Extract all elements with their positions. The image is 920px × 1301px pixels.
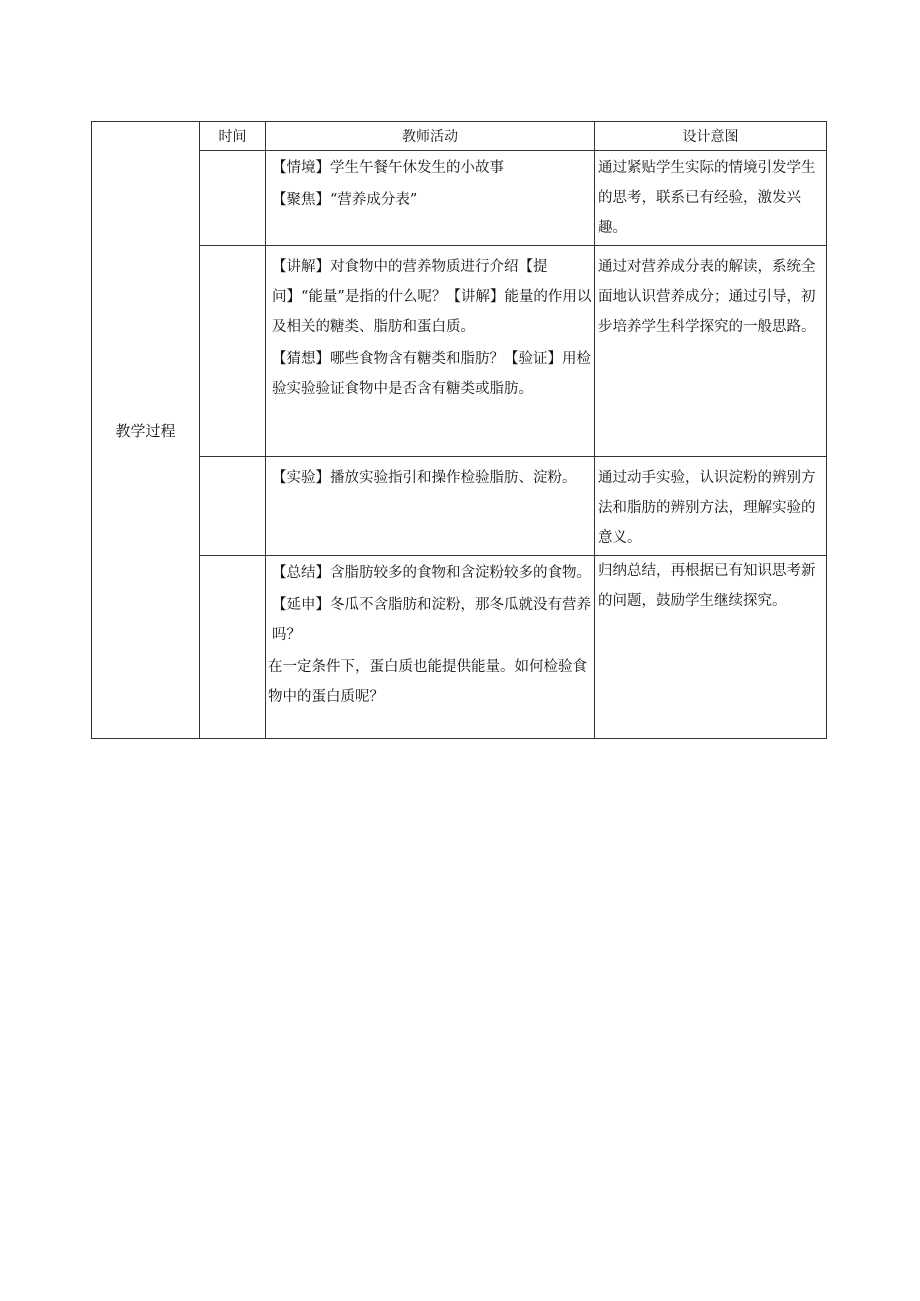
time-cell — [200, 556, 266, 739]
intent-cell — [595, 246, 827, 457]
table-row — [92, 457, 827, 556]
intent-text: 通过动手实验，认识淀粉的辨别方法和脂肪的辨别方法，理解实验的意义。 — [598, 470, 816, 546]
table-row — [92, 246, 827, 457]
time-cell — [200, 457, 266, 556]
activity-cell — [266, 151, 595, 246]
time-cell — [200, 246, 266, 457]
header-activity: 教师活动 — [266, 122, 595, 151]
activity-text: 【猜想】哪些食物含有糖类和脂肪？【验证】用检验实验验证食物中是否含有糖类或脂肪。 — [272, 351, 591, 397]
header-intent: 设计意图 — [595, 122, 827, 151]
intent-text: 通过对营养成分表的解读，系统全面地认识营养成分；通过引导，初步培养学生科学探究的一般思路。 — [598, 259, 816, 335]
activity-cell — [266, 246, 595, 457]
activity-text: 在一定条件下，蛋白质也能提供能量。如何检验食物中的蛋白质呢？ — [268, 659, 587, 705]
intent-cell — [595, 457, 827, 556]
section-label-cell — [92, 122, 200, 739]
activity-cell — [266, 556, 595, 739]
intent-cell — [595, 556, 827, 739]
header-time: 时间 — [200, 122, 266, 151]
time-cell — [200, 151, 266, 246]
activity-text: 【实验】播放实验指引和操作检验脂肪、淀粉。 — [272, 470, 577, 486]
intent-text: 通过紧贴学生实际的情境引发学生的思考，联系已有经验，激发兴趣。 — [598, 160, 816, 236]
activity-text: 【总结】含脂肪较多的食物和含淀粉较多的食物。 — [272, 565, 591, 581]
activity-cell — [266, 457, 595, 556]
table-row — [92, 556, 827, 739]
lesson-plan-table — [91, 121, 827, 739]
table-row — [92, 151, 827, 246]
activity-text: 【聚焦】“营养成分表” — [272, 192, 418, 208]
table-header-row — [92, 122, 827, 151]
activity-text: 【延申】冬瓜不含脂肪和淀粉，那冬瓜就没有营养吗？ — [272, 597, 591, 643]
intent-cell — [595, 151, 827, 246]
activity-text: 【情境】学生午餐午休发生的小故事 — [272, 160, 504, 176]
section-label: 教学过程 — [115, 421, 176, 440]
intent-text: 归纳总结，再根据已有知识思考新的问题，鼓励学生继续探究。 — [598, 563, 816, 609]
activity-text: 【讲解】对食物中的营养物质进行介绍【提问】“能量”是指的什么呢？【讲解】能量的作用以及相关的糖类、脂肪和蛋白质。 — [272, 259, 592, 335]
